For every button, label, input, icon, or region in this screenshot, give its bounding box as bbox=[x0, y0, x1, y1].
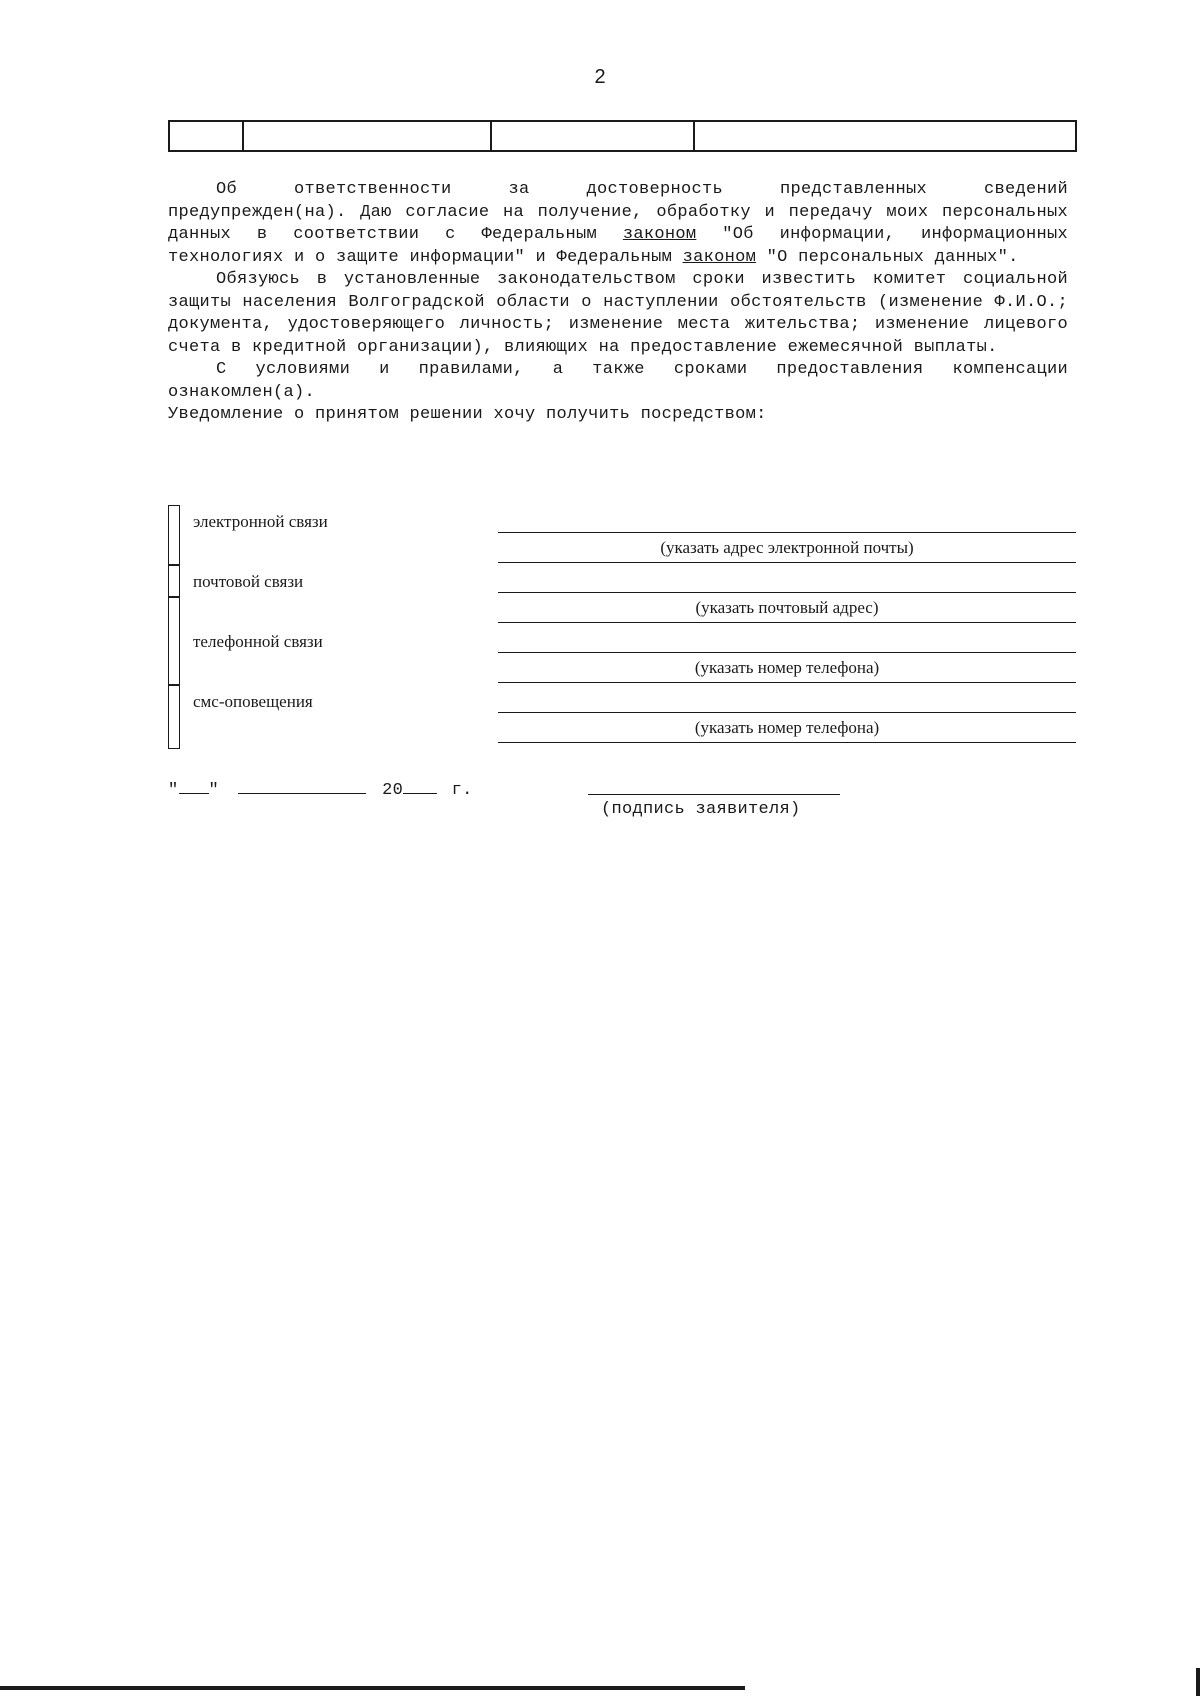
page-number: 2 bbox=[594, 66, 606, 88]
table-cell[interactable] bbox=[491, 121, 694, 151]
post-address-field[interactable] bbox=[498, 592, 1076, 593]
checkbox-sms[interactable] bbox=[168, 685, 180, 749]
notification-options bbox=[168, 505, 1078, 750]
sms-phone-field[interactable] bbox=[498, 712, 1076, 713]
email-field-underline bbox=[498, 562, 1076, 563]
option-label-phone: телефонной связи bbox=[193, 632, 323, 651]
consent-text-c: "О персональных данных". bbox=[756, 247, 1019, 267]
paragraph-responsibility-line1: Об ответственности за достоверность представленных сведений bbox=[216, 180, 1068, 199]
table-row bbox=[169, 121, 1076, 151]
year-suffix: г. bbox=[451, 781, 473, 800]
law-link-personal-data[interactable]: законом bbox=[682, 247, 757, 267]
day-field[interactable] bbox=[179, 777, 209, 794]
paragraph-notification-intro: Уведомление о принятом решении хочу получить посредством: bbox=[168, 405, 767, 424]
paragraph-obligation: Обязуюсь в установленные законодательством сроки известить комитет социальной защиты населения Волгоградской области о наступлении обстоятельств (изменение Ф.И.О.; документа, удостоверяющего личность; изменение места жительства; изменение лицевого счета в кредитной организации), влияющих на предоставление ежемесячной выплаты. bbox=[168, 270, 1068, 357]
checkbox-phone[interactable] bbox=[168, 597, 180, 685]
year-prefix: 20 bbox=[382, 781, 404, 800]
signature-caption: (подпись заявителя) bbox=[601, 800, 801, 819]
signature-field[interactable] bbox=[588, 794, 840, 795]
date-quote-open: " bbox=[168, 781, 179, 800]
scan-edge-right bbox=[1196, 1668, 1200, 1696]
body-text bbox=[168, 179, 1068, 427]
email-field[interactable] bbox=[498, 532, 1076, 533]
table-cell[interactable] bbox=[694, 121, 1076, 151]
option-label-sms: смс-оповещения bbox=[193, 692, 313, 711]
post-address-field-underline bbox=[498, 622, 1076, 623]
consent-text-a: предупрежден(на). Даю согласие на получение, обработку и передачу моих персональных данных в соответствии с Федеральным bbox=[168, 202, 1068, 244]
paragraph-consent bbox=[168, 202, 1068, 270]
sms-phone-field-underline bbox=[498, 742, 1076, 743]
post-address-field-hint: (указать почтовый адрес) bbox=[695, 598, 879, 617]
law-link-information[interactable]: законом bbox=[622, 225, 697, 244]
date-signature-row bbox=[168, 777, 1068, 837]
paragraph-acknowledgement: С условиями и правилами, а также сроками предоставления компенсации ознакомлен(а). bbox=[168, 360, 1068, 402]
option-label-post: почтовой связи bbox=[193, 572, 304, 591]
month-field[interactable] bbox=[238, 777, 366, 794]
top-table bbox=[168, 120, 1077, 152]
option-label-email: электронной связи bbox=[193, 512, 328, 531]
phone-field-underline bbox=[498, 682, 1076, 683]
phone-field-hint: (указать номер телефона) bbox=[694, 658, 880, 677]
consent-text-b: "Об информации, информационных технологиях и о защите информации" и Федеральным bbox=[168, 225, 1068, 267]
checkbox-post[interactable] bbox=[168, 565, 180, 597]
table-cell[interactable] bbox=[169, 121, 243, 151]
phone-field[interactable] bbox=[498, 652, 1076, 653]
email-field-hint: (указать адрес электронной почты) bbox=[660, 538, 914, 557]
date-field bbox=[168, 777, 473, 800]
date-quote-close: " bbox=[208, 781, 220, 800]
sms-phone-field-hint: (указать номер телефона) bbox=[694, 718, 880, 737]
table-cell[interactable] bbox=[243, 121, 491, 151]
checkbox-email[interactable] bbox=[168, 505, 180, 565]
scan-edge-bottom bbox=[0, 1686, 745, 1690]
year-field[interactable] bbox=[403, 777, 437, 794]
